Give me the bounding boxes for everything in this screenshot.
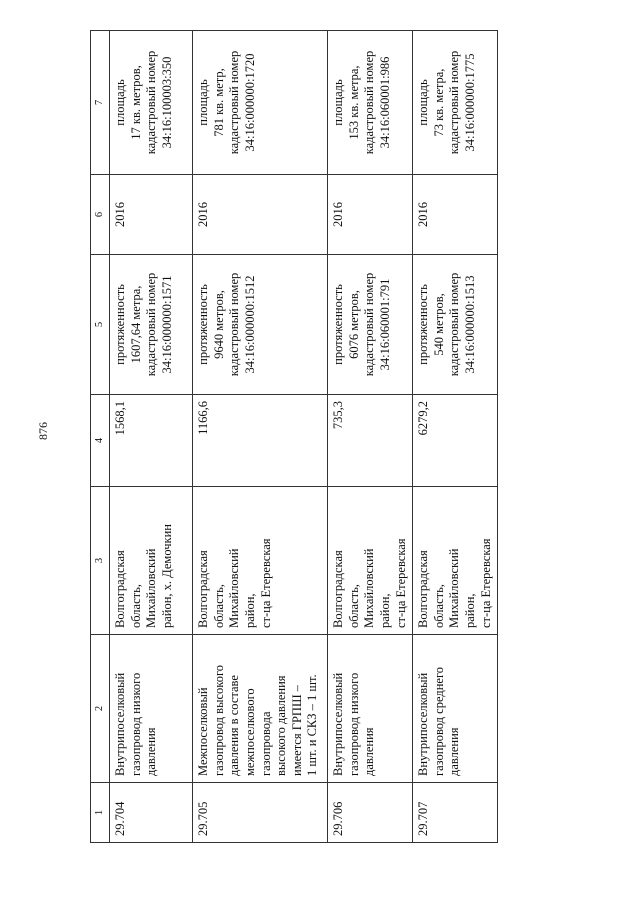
area-line: кадастровый номер bbox=[447, 50, 462, 155]
length-line: протяженность bbox=[416, 284, 431, 365]
location-line: Волгоградская bbox=[113, 550, 127, 628]
object-name-cell bbox=[193, 635, 328, 783]
row-number-cell: 29.706 bbox=[328, 783, 413, 843]
location-line: область, bbox=[346, 584, 361, 628]
length-cell bbox=[110, 255, 193, 395]
area-line: площадь bbox=[416, 79, 431, 126]
object-name-cell bbox=[413, 635, 498, 783]
length-line: протяженность bbox=[113, 284, 127, 365]
value-cell: 1568,1 bbox=[110, 395, 193, 487]
location-line: область, bbox=[431, 584, 446, 628]
location-line: Михайловский bbox=[227, 548, 242, 628]
object-name-line: давления bbox=[362, 727, 377, 776]
area-line: 153 кв. метра, bbox=[346, 65, 361, 140]
object-name-line: давления bbox=[144, 727, 159, 776]
object-name-line: 1 шт. и СКЗ – 1 шт. bbox=[305, 674, 320, 776]
object-name-line: Внутрипоселковый bbox=[416, 672, 431, 776]
length-line: кадастровый номер bbox=[227, 272, 242, 377]
table-row bbox=[328, 31, 413, 843]
area-cell bbox=[110, 31, 193, 175]
row-number-cell: 29.704 bbox=[110, 783, 193, 843]
year-cell: 2016 bbox=[110, 175, 193, 255]
object-name-line: Внутрипоселковый bbox=[113, 672, 127, 776]
location-line: ст-ца Етеревская bbox=[393, 538, 408, 628]
location-cell bbox=[110, 487, 193, 635]
year-cell: 2016 bbox=[193, 175, 328, 255]
table-row bbox=[110, 31, 193, 843]
value-cell: 1166,6 bbox=[193, 395, 328, 487]
location-cell bbox=[413, 487, 498, 635]
length-line: протяженность bbox=[196, 284, 210, 365]
area-line: площадь bbox=[331, 79, 345, 126]
year-cell: 2016 bbox=[328, 175, 413, 255]
object-name-line: газопровода bbox=[258, 711, 273, 776]
location-line: Михайловский bbox=[447, 548, 462, 628]
location-line: Михайловский bbox=[362, 548, 377, 628]
length-cell bbox=[328, 255, 413, 395]
table-row bbox=[193, 31, 328, 843]
area-line: 34:16:000000:1775 bbox=[463, 53, 477, 152]
object-name-line: газопровод низкого bbox=[128, 672, 143, 776]
length-line: 9640 метров, bbox=[211, 290, 226, 359]
area-line: площадь bbox=[196, 79, 210, 126]
object-name-line: газопровод низкого bbox=[346, 672, 361, 776]
length-line: 34:16:060001:791 bbox=[377, 278, 392, 371]
length-line: 6076 метров, bbox=[346, 290, 361, 359]
area-line: 34:16:000000:1720 bbox=[242, 53, 257, 152]
length-line: 34:16:000000:1571 bbox=[159, 275, 174, 374]
location-cell bbox=[328, 487, 413, 635]
length-cell bbox=[413, 255, 498, 395]
header-row bbox=[91, 31, 110, 843]
location-line: область, bbox=[211, 584, 226, 628]
table-row bbox=[413, 31, 498, 843]
location-line: район, bbox=[242, 593, 257, 628]
object-name-line: Межпоселковый bbox=[196, 687, 210, 776]
location-line: Волгоградская bbox=[331, 550, 345, 628]
length-line: 34:16:000000:1513 bbox=[463, 275, 477, 374]
value-cell: 6279,2 bbox=[413, 395, 498, 487]
object-name-line: высокого давления bbox=[274, 675, 289, 776]
location-line: ст-ца Етеревская bbox=[478, 538, 493, 628]
area-cell bbox=[413, 31, 498, 175]
location-cell bbox=[193, 487, 328, 635]
length-line: кадастровый номер bbox=[447, 272, 462, 377]
area-line: 781 кв. метр, bbox=[211, 68, 226, 137]
object-name-line: Внутрипоселковый bbox=[331, 672, 345, 776]
area-line: кадастровый номер bbox=[362, 50, 377, 155]
property-table bbox=[90, 30, 498, 843]
header-cell: 3 bbox=[91, 487, 110, 635]
length-line: кадастровый номер bbox=[362, 272, 377, 377]
location-line: район, bbox=[463, 593, 477, 628]
location-line: Волгоградская bbox=[416, 550, 431, 628]
location-line: область, bbox=[128, 584, 143, 628]
area-line: 17 кв. метров, bbox=[128, 65, 143, 140]
row-number-cell: 29.705 bbox=[193, 783, 328, 843]
object-name-line: давления в составе bbox=[227, 675, 242, 776]
location-line: район, bbox=[377, 593, 392, 628]
area-cell bbox=[328, 31, 413, 175]
location-line: Волгоградская bbox=[196, 550, 210, 628]
length-line: 34:16:000000:1512 bbox=[242, 275, 257, 374]
length-line: кадастровый номер bbox=[144, 272, 159, 377]
location-line: район, х. Демочкин bbox=[159, 524, 174, 628]
value-cell: 735,3 bbox=[328, 395, 413, 487]
location-line: Михайловский bbox=[144, 548, 159, 628]
header-cell: 4 bbox=[91, 395, 110, 487]
length-line: 540 метров, bbox=[431, 293, 446, 356]
header-cell: 7 bbox=[91, 31, 110, 175]
header-cell: 1 bbox=[91, 783, 110, 843]
area-line: площадь bbox=[113, 79, 127, 126]
area-line: кадастровый номер bbox=[227, 50, 242, 155]
length-line: 1607,64 метра, bbox=[128, 285, 143, 364]
object-name-line: имеется ГРПШ – bbox=[289, 685, 304, 776]
length-cell bbox=[193, 255, 328, 395]
page-number: 876 bbox=[36, 422, 50, 440]
location-line: ст-ца Етеревская bbox=[258, 538, 273, 628]
object-name-line: газопровод среднего bbox=[431, 666, 446, 776]
area-line: 34:16:060001:986 bbox=[377, 56, 392, 149]
object-name-line: газопровод высокого bbox=[211, 664, 226, 776]
year-cell: 2016 bbox=[413, 175, 498, 255]
object-name-cell bbox=[328, 635, 413, 783]
area-line: 34:16:100003:350 bbox=[159, 56, 174, 149]
object-name-line: межпоселкового bbox=[242, 688, 257, 776]
length-line: протяженность bbox=[331, 284, 345, 365]
header-cell: 5 bbox=[91, 255, 110, 395]
object-name-cell bbox=[110, 635, 193, 783]
object-name-line: давления bbox=[447, 727, 462, 776]
area-line: 73 кв. метра, bbox=[431, 68, 446, 137]
header-cell: 2 bbox=[91, 635, 110, 783]
row-number-cell: 29.707 bbox=[413, 783, 498, 843]
header-cell: 6 bbox=[91, 175, 110, 255]
area-line: кадастровый номер bbox=[144, 50, 159, 155]
area-cell bbox=[193, 31, 328, 175]
rotated-table-container bbox=[90, 31, 524, 843]
